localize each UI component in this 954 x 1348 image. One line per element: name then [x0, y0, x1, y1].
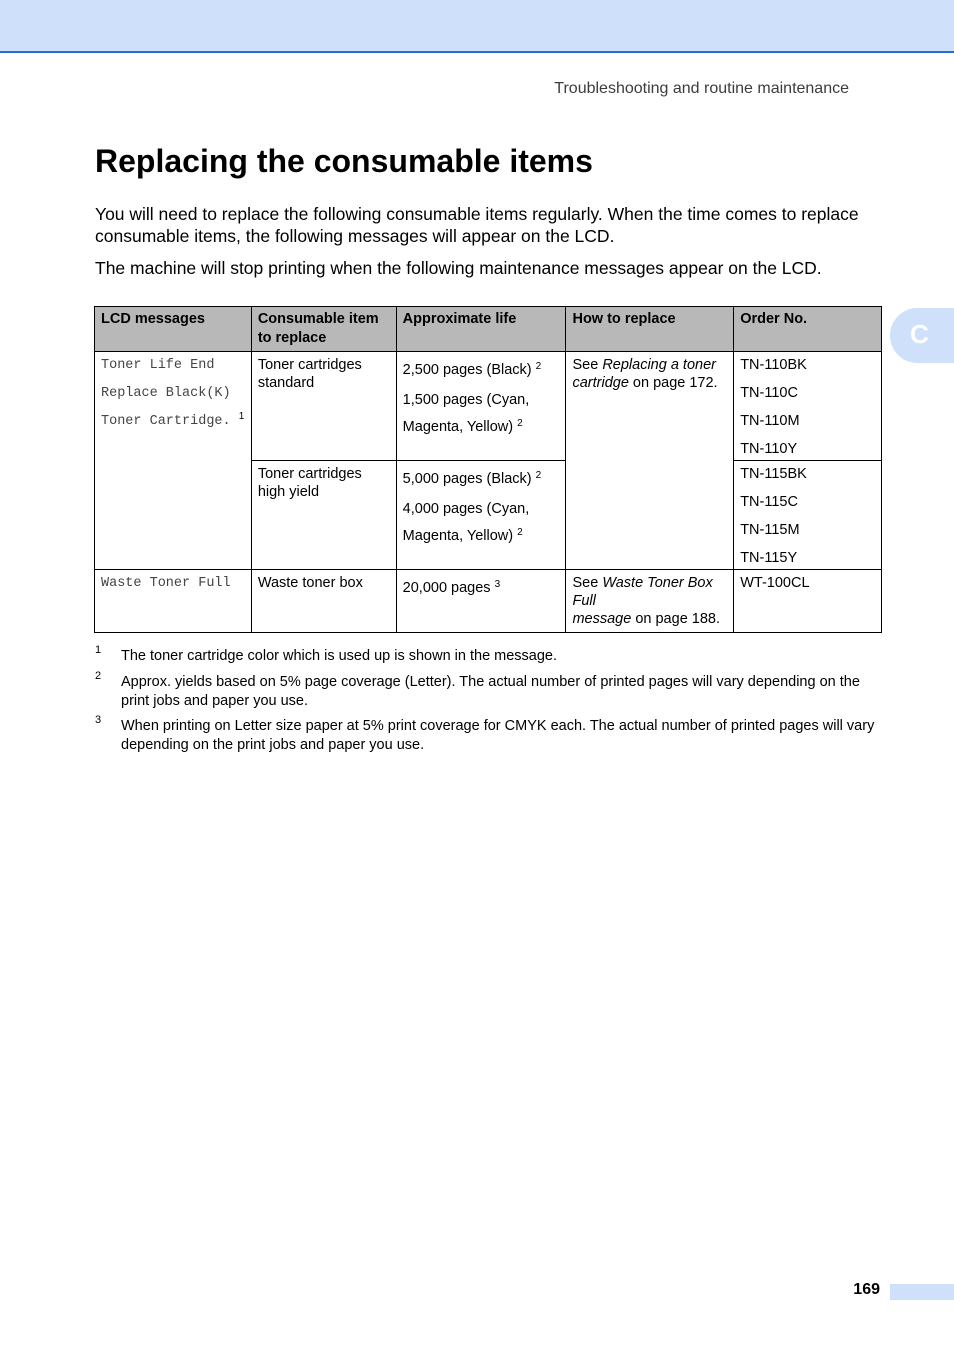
order-number: TN-110M	[740, 413, 800, 429]
table-header-row	[95, 307, 882, 352]
footnote-ref[interactable]: 2	[535, 470, 542, 481]
order-numbers-cell	[734, 352, 882, 461]
page-number-bar	[890, 1284, 954, 1300]
life-cell	[396, 570, 566, 633]
how-suffix: on page 172.	[628, 375, 718, 391]
table-row	[95, 352, 882, 461]
how-suffix: on page 188.	[631, 611, 721, 627]
footnote-number: 1	[95, 644, 102, 656]
intro-paragraph: You will need to replace the following consumable items regularly. When the time comes to replace consumable items, the following messages will appear on the LCD.	[95, 204, 859, 246]
replacing-toner-link[interactable]: Replacing a toner cartridge	[572, 357, 716, 391]
footnote-text: The toner cartridge color which is used up is shown in the message.	[121, 648, 558, 664]
how-prefix: See	[572, 357, 603, 373]
page-number: 169	[853, 1281, 880, 1298]
footnote	[95, 644, 885, 666]
life-text: 4,000 pages (Cyan, Magenta, Yellow)	[402, 501, 530, 544]
waste-toner-link-cont[interactable]: message	[572, 611, 632, 627]
life-text: 2,500 pages (Black)	[402, 362, 532, 378]
item-cell	[251, 461, 396, 570]
header-order-no: Order No.	[734, 307, 882, 352]
chapter-tab[interactable]	[890, 308, 954, 363]
order-number: TN-110BK	[740, 357, 807, 373]
footnote-ref[interactable]: 3	[494, 579, 501, 590]
order-numbers-cell	[734, 461, 882, 570]
item-text: Toner cartridges high yield	[257, 466, 362, 500]
header-band	[0, 0, 954, 53]
consumables-table	[94, 306, 882, 633]
header-lcd-messages: LCD messages	[95, 307, 252, 352]
footnote-text: Approx. yields based on 5% page coverage (Letter). The actual number of printed pages will vary depending on the print jobs and paper you use.	[121, 674, 860, 709]
warning-paragraph: The machine will stop printing when the following maintenance messages appear on the LCD.	[95, 258, 822, 278]
life-text: 1,500 pages (Cyan, Magenta, Yellow)	[402, 392, 530, 435]
footnote-number: 2	[95, 670, 102, 682]
item-text: Toner cartridges standard	[257, 357, 362, 391]
life-cell	[396, 352, 566, 461]
footnote-ref[interactable]: 2	[535, 361, 542, 372]
how-prefix: See	[572, 575, 603, 591]
footnote-ref[interactable]: 2	[517, 418, 523, 429]
order-number: TN-115BK	[740, 466, 807, 482]
waste-toner-link[interactable]: Waste Toner Box Full	[572, 575, 713, 609]
lcd-line: Waste Toner Full	[101, 576, 231, 591]
life-text: 20,000 pages	[402, 580, 491, 596]
order-number: TN-110Y	[740, 441, 798, 457]
lcd-line: Toner Life End	[101, 358, 215, 373]
how-to-replace-cell	[566, 352, 734, 570]
page-title: Replacing the consumable items	[95, 143, 593, 179]
lcd-message-waste-cell	[95, 570, 252, 633]
order-number: WT-100CL	[740, 575, 810, 591]
lcd-line: Toner Cartridge.	[101, 414, 231, 429]
item-cell	[251, 570, 396, 633]
footnote-text: When printing on Letter size paper at 5% print coverage for CMYK each. The actual number of printed pages will vary depending on the print jobs and paper you use.	[121, 718, 875, 753]
header-approximate-life: Approximate life	[396, 307, 566, 352]
running-header: Troubleshooting and routine maintenance	[554, 80, 849, 97]
header-how-to-replace: How to replace	[566, 307, 734, 352]
footnote	[95, 714, 885, 754]
order-number: TN-115Y	[740, 550, 798, 566]
order-number-cell	[734, 570, 882, 633]
footnote	[95, 670, 885, 710]
item-text: Waste toner box	[257, 575, 363, 591]
lcd-line: Replace Black(K)	[101, 386, 231, 401]
table-row	[95, 570, 882, 633]
header-consumable-item: Consumable item to replace	[251, 307, 396, 352]
chapter-tab-letter: C	[910, 319, 929, 349]
footnote-ref[interactable]: 2	[517, 527, 523, 538]
life-cell	[396, 461, 566, 570]
how-to-replace-cell	[566, 570, 734, 633]
life-text: 5,000 pages (Black)	[402, 471, 532, 487]
footnote-ref[interactable]: 1	[238, 411, 245, 422]
lcd-message-toner-cell	[95, 352, 252, 570]
order-number: TN-115C	[740, 494, 798, 510]
footnote-number: 3	[95, 714, 102, 726]
item-cell	[251, 352, 396, 461]
order-number: TN-110C	[740, 385, 798, 401]
order-number: TN-115M	[740, 522, 800, 538]
